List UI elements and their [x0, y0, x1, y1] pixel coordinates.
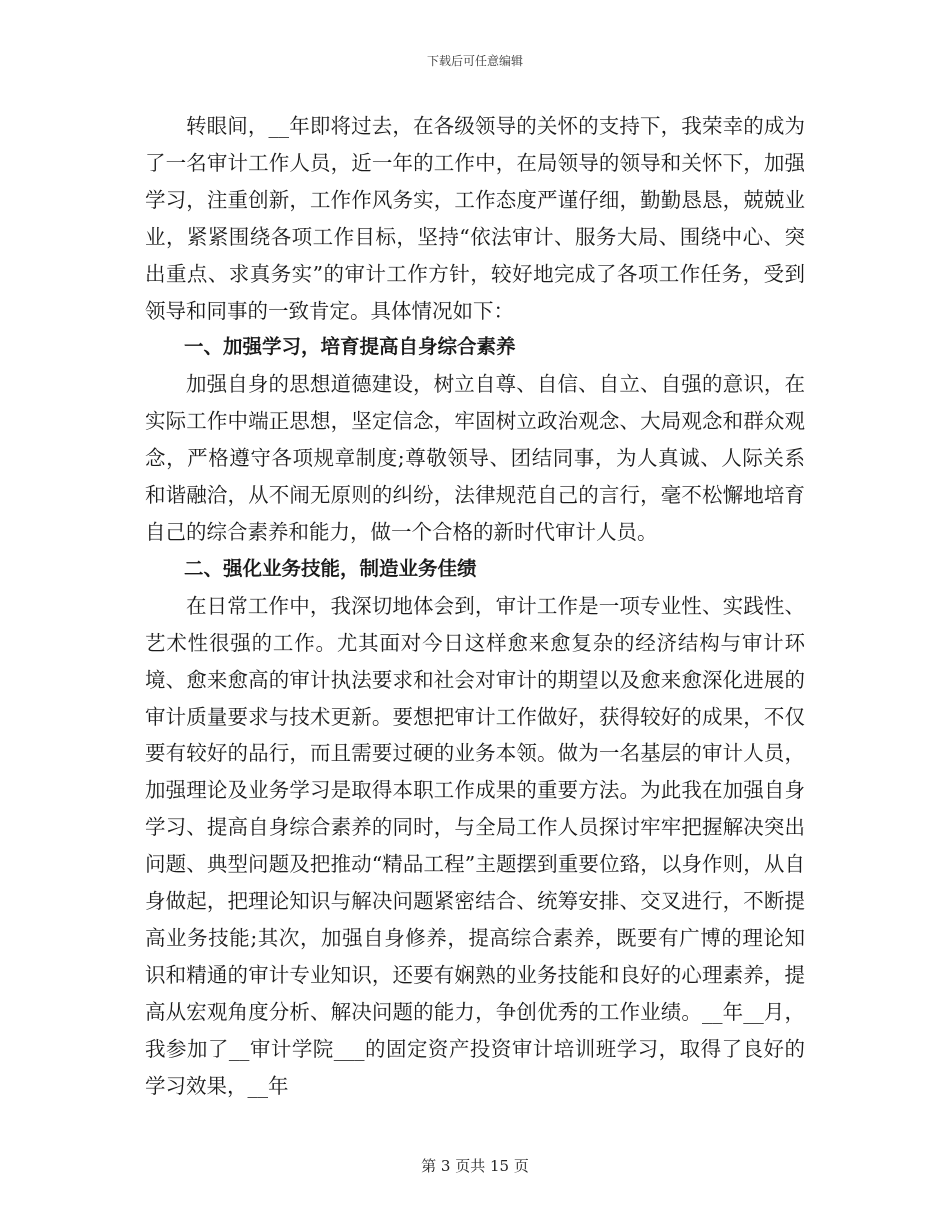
section-heading-1: 一、加强学习，培育提高自身综合素养 [184, 335, 516, 359]
section-2-paragraph: 在日常工作中，我深切地体会到，审计工作是一项专业性、实践性、艺术性很强的工作。尤其面对今日这样愈来愈复杂的经济结构与审计环境、愈来愈高的审计执法要求和社会对审计的期望以及愈来愈深化进展的审计质量要求与技术更新。要想把审计工作做好，获得较好的成果，不仅要有较好的品行，而且需要过硬的业务本领。做为一名基层的审计人员，加强理论及业务学习是取得本职工作成果的重要方法。为此我在加强自身学习、提高自身综合素养的同时，与全局工作人员探讨牢牢把握解决突出问题、典型问题及把推动“精品工程”主题摆到重要位臵，以身作则，从自身做起，把理论知识与解决问题紧密结合、统筹安排、交叉进行，不断提高业务技能;其次，加强自身修养，提高综合素养，既要有广博的理论知识和精通的审计专业知识，还要有娴熟的业务技能和良好的心理素养，提高从宏观角度分析、解决问题的能力，争创优秀的工作业绩。__年__月，我参加了__审计学院___的固定资产投资审计培训班学习，取得了良好的学习效果，__年 [145, 593, 805, 1098]
page-number: 第 3 页共 15 页 [421, 1157, 529, 1175]
document-body [145, 108, 805, 1104]
page-header-note: 下载后可任意编辑 [426, 54, 523, 68]
section-heading-2: 二、强化业务技能，制造业务佳绩 [184, 556, 477, 580]
intro-paragraph: 转眼间，__年即将过去，在各级领导的关怀的支持下，我荣幸的成为了一名审计工作人员，近一年的工作中，在局领导的领导和关怀下，加强学习，注重创新，工作作风务实，工作态度严谨仔细，勤勤恳恳，兢兢业业，紧紧围绕各项工作目标，坚持“依法审计、服务大局、围绕中心、突出重点、求真务实”的审计工作方针，较好地完成了各项工作任务，受到领导和同事的一致肯定。具体情况如下： [145, 114, 805, 323]
section-1-paragraph: 加强自身的思想道德建设，树立自尊、自信、自立、自强的意识，在实际工作中端正思想，坚定信念，牢固树立政治观念、大局观念和群众观念，严格遵守各项规章制度;尊敬领导、团结同事，为人真诚、人际关系和谐融洽，从不闹无原则的纠纷，法律规范自己的言行，毫不松懈地培育自己的综合素养和能力，做一个合格的新时代审计人员。 [145, 372, 805, 544]
